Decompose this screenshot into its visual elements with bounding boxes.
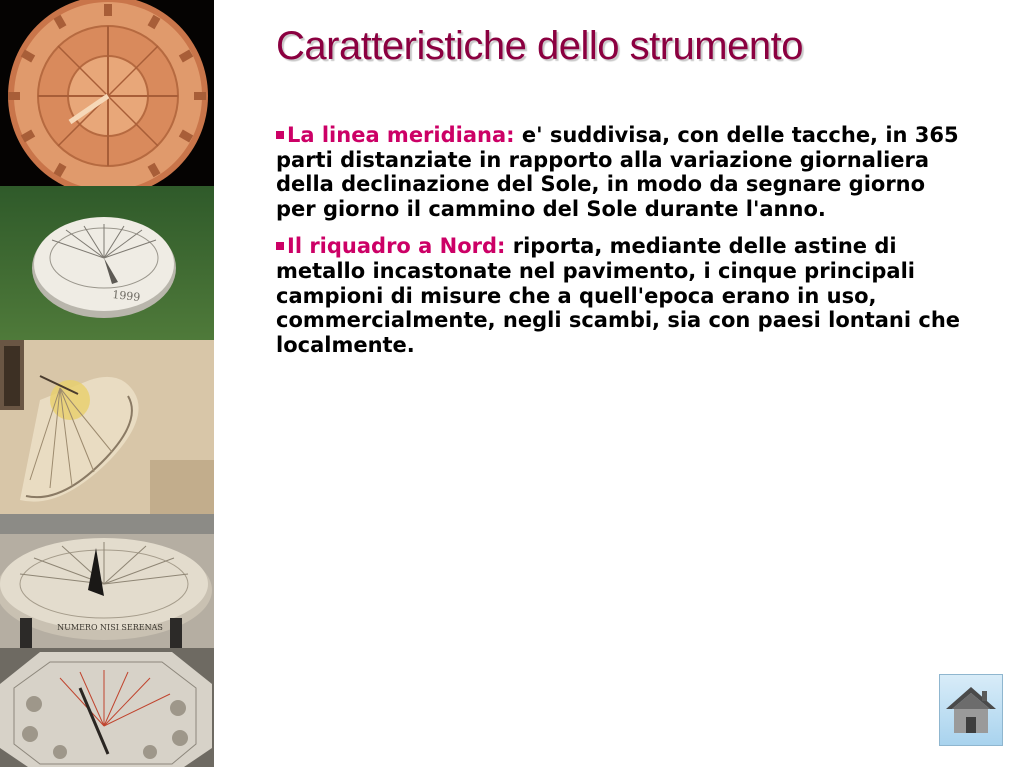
paragraph-text: riporta, mediante delle astine di metallo incastonate nel pavimento, i cinque principali campioni di misure che a quell'epoca erano in uso, commercialmente, negli scambi, sia con paesi lontani che localmente. — [276, 234, 961, 357]
photo-garden-sundial — [0, 186, 214, 340]
slide-body — [276, 123, 966, 370]
square-bullet-icon — [276, 242, 284, 250]
paragraph-lead: Il riquadro a Nord: — [287, 234, 506, 259]
paragraph-linea-meridiana — [276, 123, 966, 221]
slide-title: Caratteristiche dello strumento — [276, 24, 803, 68]
home-icon — [940, 675, 1002, 745]
square-bullet-icon — [276, 131, 284, 139]
photo-stone-sundial — [0, 514, 214, 648]
photo-octagonal-sundial — [0, 648, 214, 767]
photo-wall-sundial — [0, 340, 214, 514]
home-button[interactable] — [939, 674, 1003, 746]
photo-year-label: 1999 — [111, 288, 141, 304]
photo-motto-label: NUMERO NISI SERENAS — [57, 623, 163, 632]
photo-terracotta-sundial — [0, 0, 214, 186]
sundial-photo-strip — [0, 0, 214, 767]
paragraph-lead: La linea meridiana: — [287, 123, 515, 147]
paragraph-text: e' suddivisa, con delle tacche, in 365 parti distanziate in rapporto alla variazione giornaliera della declinazione del Sole, in modo da segnare giorno per giorno il cammino del Sole durante l'anno. — [276, 123, 959, 221]
paragraph-riquadro-nord — [276, 234, 966, 357]
